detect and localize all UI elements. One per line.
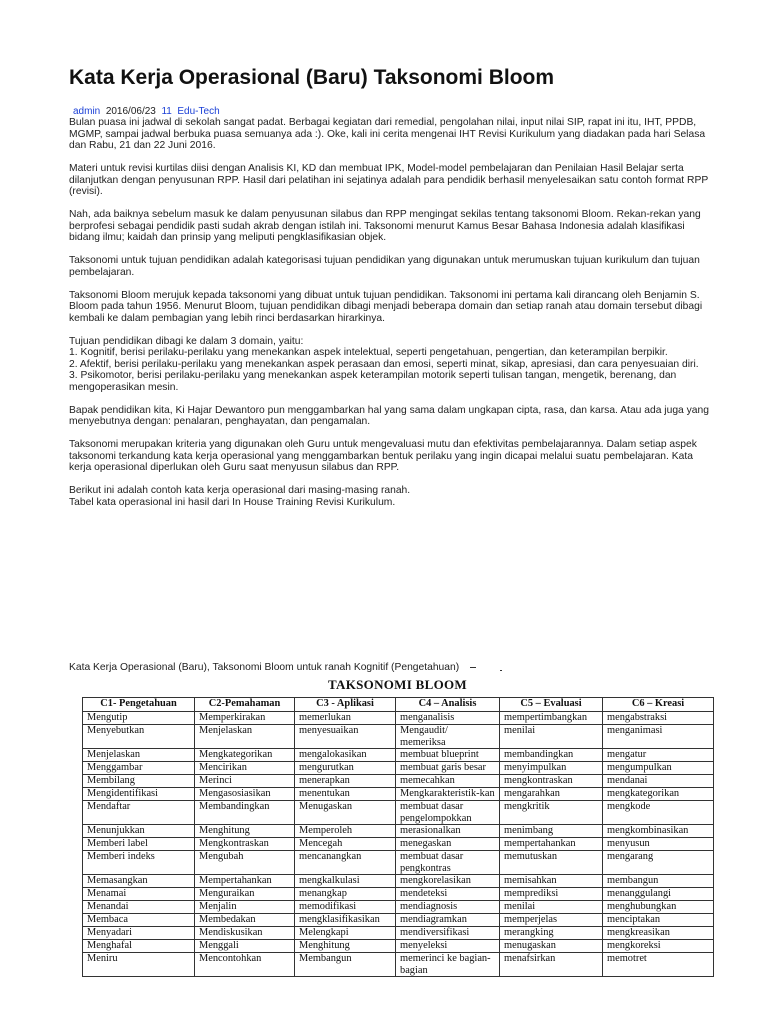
table-cell: menegaskan	[396, 838, 500, 851]
caption-mark	[470, 667, 476, 668]
closing-line: Tabel kata operasional ini hasil dari In House Training Revisi Kurikulum.	[69, 496, 396, 508]
table-cell: Menghitung	[295, 940, 396, 953]
table-row	[83, 888, 714, 901]
table-cell: Mengkarakteristik-kan	[396, 788, 500, 801]
table-row	[83, 825, 714, 838]
table-cell: membuat garis besar	[396, 762, 500, 775]
table-cell: menafsirkan	[500, 953, 603, 977]
article-body	[69, 117, 709, 520]
table-cell: Mengasosiasikan	[195, 788, 295, 801]
table-cell: merasionalkan	[396, 825, 500, 838]
table-cell: Mengkategorikan	[195, 749, 295, 762]
table-cell: merangking	[500, 927, 603, 940]
table-cell: Menyebutkan	[83, 725, 195, 749]
table-cell: mengarang	[603, 851, 714, 875]
table-cell: mengkorelasikan	[396, 875, 500, 888]
table-cell: membandingkan	[500, 749, 603, 762]
domain-intro: Tujuan pendidikan dibagi ke dalam 3 domain, yaitu:	[69, 335, 304, 347]
table-cell: Menyadari	[83, 927, 195, 940]
table-cell: mendeteksi	[396, 888, 500, 901]
table-cell: mengumpulkan	[603, 762, 714, 775]
caption-mark	[500, 670, 502, 671]
table-cell: Mengutip	[83, 712, 195, 725]
table-cell: Menjalin	[195, 901, 295, 914]
table-cell: menyusun	[603, 838, 714, 851]
column-header: C3 - Aplikasi	[295, 698, 396, 712]
table-cell: menilai	[500, 725, 603, 749]
table-cell: memodifikasi	[295, 901, 396, 914]
table-row	[83, 712, 714, 725]
table-cell: menciptakan	[603, 914, 714, 927]
table-cell: menangkap	[295, 888, 396, 901]
table-cell: mengkritik	[500, 801, 603, 825]
table-cell: Mengidentifikasi	[83, 788, 195, 801]
table-cell: Memasangkan	[83, 875, 195, 888]
paragraph: Taksonomi untuk tujuan pendidikan adalah kategorisasi tujuan pendidikan yang digunakan untuk merumuskan tujuan kurikulum dan tujuan pembelajaran.	[69, 255, 700, 278]
paragraph: Nah, ada baiknya sebelum masuk ke dalam penyusunan silabus dan RPP mengingat sekilas tentang taksonomi Bloom. Rekan-rekan yang berprofesi sebagai pendidik pasti sudah akrab dengan istilah ini. Taksonomi menurut Kamus Besar Bahasa Indonesia adalah klasifikasi bidang ilmu; kaidah dan prinsip yang meliputi pengklasifikasian objek.	[69, 209, 701, 243]
table-cell: membangun	[603, 875, 714, 888]
table-row	[83, 914, 714, 927]
table-cell: menyeleksi	[396, 940, 500, 953]
table-cell: mendiversifikasi	[396, 927, 500, 940]
table-cell: memisahkan	[500, 875, 603, 888]
table-cell: mengkode	[603, 801, 714, 825]
table-cell: menganalisis	[396, 712, 500, 725]
table-cell: mendiagnosis	[396, 901, 500, 914]
table-cell: memecahkan	[396, 775, 500, 788]
table-cell: menilai	[500, 901, 603, 914]
table-cell: Membilang	[83, 775, 195, 788]
table-cell: menyesuaikan	[295, 725, 396, 749]
table-cell: memutuskan	[500, 851, 603, 875]
table-cell: Menamai	[83, 888, 195, 901]
table-cell: menganimasi	[603, 725, 714, 749]
table-cell: membuat blueprint	[396, 749, 500, 762]
paragraph: Bapak pendidikan kita, Ki Hajar Dewantoro pun menggambarkan hal yang sama dalam ungkapan cipta, rasa, dan karsa. Atau ada juga yang menyebutnya dengan: penalaran, penghayatan, dan pengamalan.	[69, 404, 709, 427]
table-row	[83, 927, 714, 940]
table-cell: menimbang	[500, 825, 603, 838]
table-cell: mempertimbangkan	[500, 712, 603, 725]
table-cell: mempertahankan	[500, 838, 603, 851]
table-cell: Mengubah	[195, 851, 295, 875]
table-cell: mengkreasikan	[603, 927, 714, 940]
article-title: Kata Kerja Operasional (Baru) Taksonomi Bloom	[69, 66, 555, 89]
author-link[interactable]: admin	[73, 106, 101, 117]
table-cell: menentukan	[295, 788, 396, 801]
table-cell: memotret	[603, 953, 714, 977]
paragraph: Taksonomi Bloom merujuk kepada taksonomi yang dibuat untuk tujuan pendidikan. Taksonomi ini pertama kali dirancang oleh Benjamin S. Bloom pada tahun 1956. Menurut Bloom, tujuan pendidikan dibagi menjadi beberapa domain dan setiap ranah atau domain tersebut dibagi kembali ke dalam pembagian yang lebih rinci berdasarkan hirarkinya.	[69, 289, 703, 324]
table-cell: Menguraikan	[195, 888, 295, 901]
table-row	[83, 953, 714, 977]
table-cell: Mengkontraskan	[195, 838, 295, 851]
table-cell: Mencegah	[295, 838, 396, 851]
table-cell: mengkategorikan	[603, 788, 714, 801]
table-cell: Memperkirakan	[195, 712, 295, 725]
table-row	[83, 901, 714, 914]
column-header: C1- Pengetahuan	[83, 698, 195, 712]
table-cell: Mencontohkan	[195, 953, 295, 977]
table-cell: memprediksi	[500, 888, 603, 901]
closing-line: Berikut ini adalah contoh kata kerja operasional dari masing-masing ranah.	[69, 485, 411, 496]
table-cell: mendanai	[603, 775, 714, 788]
table-cell: Menunjukkan	[83, 825, 195, 838]
table-cell: membuat dasar pengelompokkan	[396, 801, 500, 825]
table-cell: Membangun	[295, 953, 396, 977]
table-cell: menghubungkan	[603, 901, 714, 914]
table-cell: menyimpulkan	[500, 762, 603, 775]
table-row	[83, 762, 714, 775]
table-cell: Merinci	[195, 775, 295, 788]
domain-item: 3. Psikomotor, berisi perilaku-perilaku yang menekankan aspek keterampilan motorik seperti tulisan tangan, mengetik, berenang, dan mengoperasikan mesin.	[69, 370, 677, 393]
table-cell: Menggali	[195, 940, 295, 953]
table-row	[83, 851, 714, 875]
column-header: C6 – Kreasi	[603, 698, 714, 712]
image-caption: Kata Kerja Operasional (Baru), Taksonomi Bloom untuk ranah Kognitif (Pengetahuan)	[69, 662, 460, 673]
table-row	[83, 749, 714, 762]
table-cell: Menghafal	[83, 940, 195, 953]
table-cell: menanggulangi	[603, 888, 714, 901]
table-cell: Mencirikan	[195, 762, 295, 775]
comments-link[interactable]: 11	[161, 106, 172, 117]
table-cell: Menjelaskan	[83, 749, 195, 762]
table-cell: mengarahkan	[500, 788, 603, 801]
table-cell: mengatur	[603, 749, 714, 762]
table-cell: mengalokasikan	[295, 749, 396, 762]
post-date: 2016/06/23	[105, 106, 156, 117]
table-row	[83, 725, 714, 749]
table-row	[83, 838, 714, 851]
domain-list	[69, 336, 709, 394]
closing-paragraph	[69, 485, 709, 508]
paragraph: Taksonomi merupakan kriteria yang digunakan oleh Guru untuk mengevaluasi mutu dan efektivitas pembelajarannya. Dalam setiap aspek taksonomi terkandung kata kerja operasional yang menggambarkan bentuk perilaku yang ingin dicapai melalui suatu pembelajaran. Kata kerja operasional diperlukan oleh Guru saat menyusun silabus dan RPP.	[69, 439, 697, 473]
domain-item: 1. Kognitif, berisi perilaku-perilaku yang menekankan aspek intelektual, seperti pengetahuan, pengertian, dan keterampilan berpikir.	[69, 347, 668, 358]
table-header-row	[83, 698, 714, 712]
table-cell: menugaskan	[500, 940, 603, 953]
table-cell: memerinci ke bagian-bagian	[396, 953, 500, 977]
table-title: TAKSONOMI BLOOM	[328, 677, 467, 692]
table-cell: mengurutkan	[295, 762, 396, 775]
table-cell: Menggambar	[83, 762, 195, 775]
table-cell: Meniru	[83, 953, 195, 977]
table-cell: Membandingkan	[195, 801, 295, 825]
table-cell: Menandai	[83, 901, 195, 914]
table-cell: mencanangkan	[295, 851, 396, 875]
table-cell: Mempertahankan	[195, 875, 295, 888]
table-row	[83, 875, 714, 888]
table-cell: Memberi indeks	[83, 851, 195, 875]
table-cell: Mendiskusikan	[195, 927, 295, 940]
table-cell: Menjelaskan	[195, 725, 295, 749]
table-cell: mengabstraksi	[603, 712, 714, 725]
column-header: C5 – Evaluasi	[500, 698, 603, 712]
table-row	[83, 940, 714, 953]
table-cell: mengklasifikasikan	[295, 914, 396, 927]
column-header: C2-Pemahaman	[195, 698, 295, 712]
table-cell: Membedakan	[195, 914, 295, 927]
article-meta	[73, 106, 220, 117]
table-cell: Melengkapi	[295, 927, 396, 940]
category-link[interactable]: Edu-Tech	[177, 106, 220, 117]
table-cell: mengkontraskan	[500, 775, 603, 788]
table-cell: Mendaftar	[83, 801, 195, 825]
table-row	[83, 788, 714, 801]
table-row	[83, 775, 714, 788]
table-cell: memperjelas	[500, 914, 603, 927]
table-cell: mengkoreksi	[603, 940, 714, 953]
paragraph: Bulan puasa ini jadwal di sekolah sangat padat. Berbagai kegiatan dari remedial, pengolahan nilai, input nilai SIP, rapat ini itu, IHT, PPDB, MGMP, sampai jadwal berbuka puasa semuanya ada :). Oke, kali ini cerita mengenai IHT Revisi Kurikulum yang diadakan pada hari Selasa dan Rabu, 21 dan 22 Juni 2016.	[69, 117, 706, 151]
table-cell: Menugaskan	[295, 801, 396, 825]
table-cell: Membaca	[83, 914, 195, 927]
table-cell: Mengaudit/ memeriksa	[396, 725, 500, 749]
table-cell: mengkalkulasi	[295, 875, 396, 888]
paragraph: Materi untuk revisi kurtilas diisi dengan Analisis KI, KD dan membuat IPK, Model-model pembelajaran dan Penilaian Hasil Belajar serta dilanjutkan dengan penyusunan RPP. Hasil dari pelatihan ini sejatinya adalah para pendidik berhasil menyelesaikan satu contoh format RPP (revisi).	[69, 163, 709, 197]
table-cell: Menghitung	[195, 825, 295, 838]
bloom-table	[82, 697, 714, 977]
table-cell: mendiagramkan	[396, 914, 500, 927]
table-row	[83, 801, 714, 825]
table-cell: memerlukan	[295, 712, 396, 725]
table-cell: Memberi label	[83, 838, 195, 851]
table-cell: menerapkan	[295, 775, 396, 788]
table-cell: membuat dasar pengkontras	[396, 851, 500, 875]
table-cell: Memperoleh	[295, 825, 396, 838]
table-cell: mengkombinasikan	[603, 825, 714, 838]
column-header: C4 – Analisis	[396, 698, 500, 712]
domain-item: 2. Afektif, berisi perilaku-perilaku yang menekankan aspek perasaan dan emosi, seperti minat, sikap, apresiasi, dan cara penyesuaian diri.	[69, 358, 699, 370]
